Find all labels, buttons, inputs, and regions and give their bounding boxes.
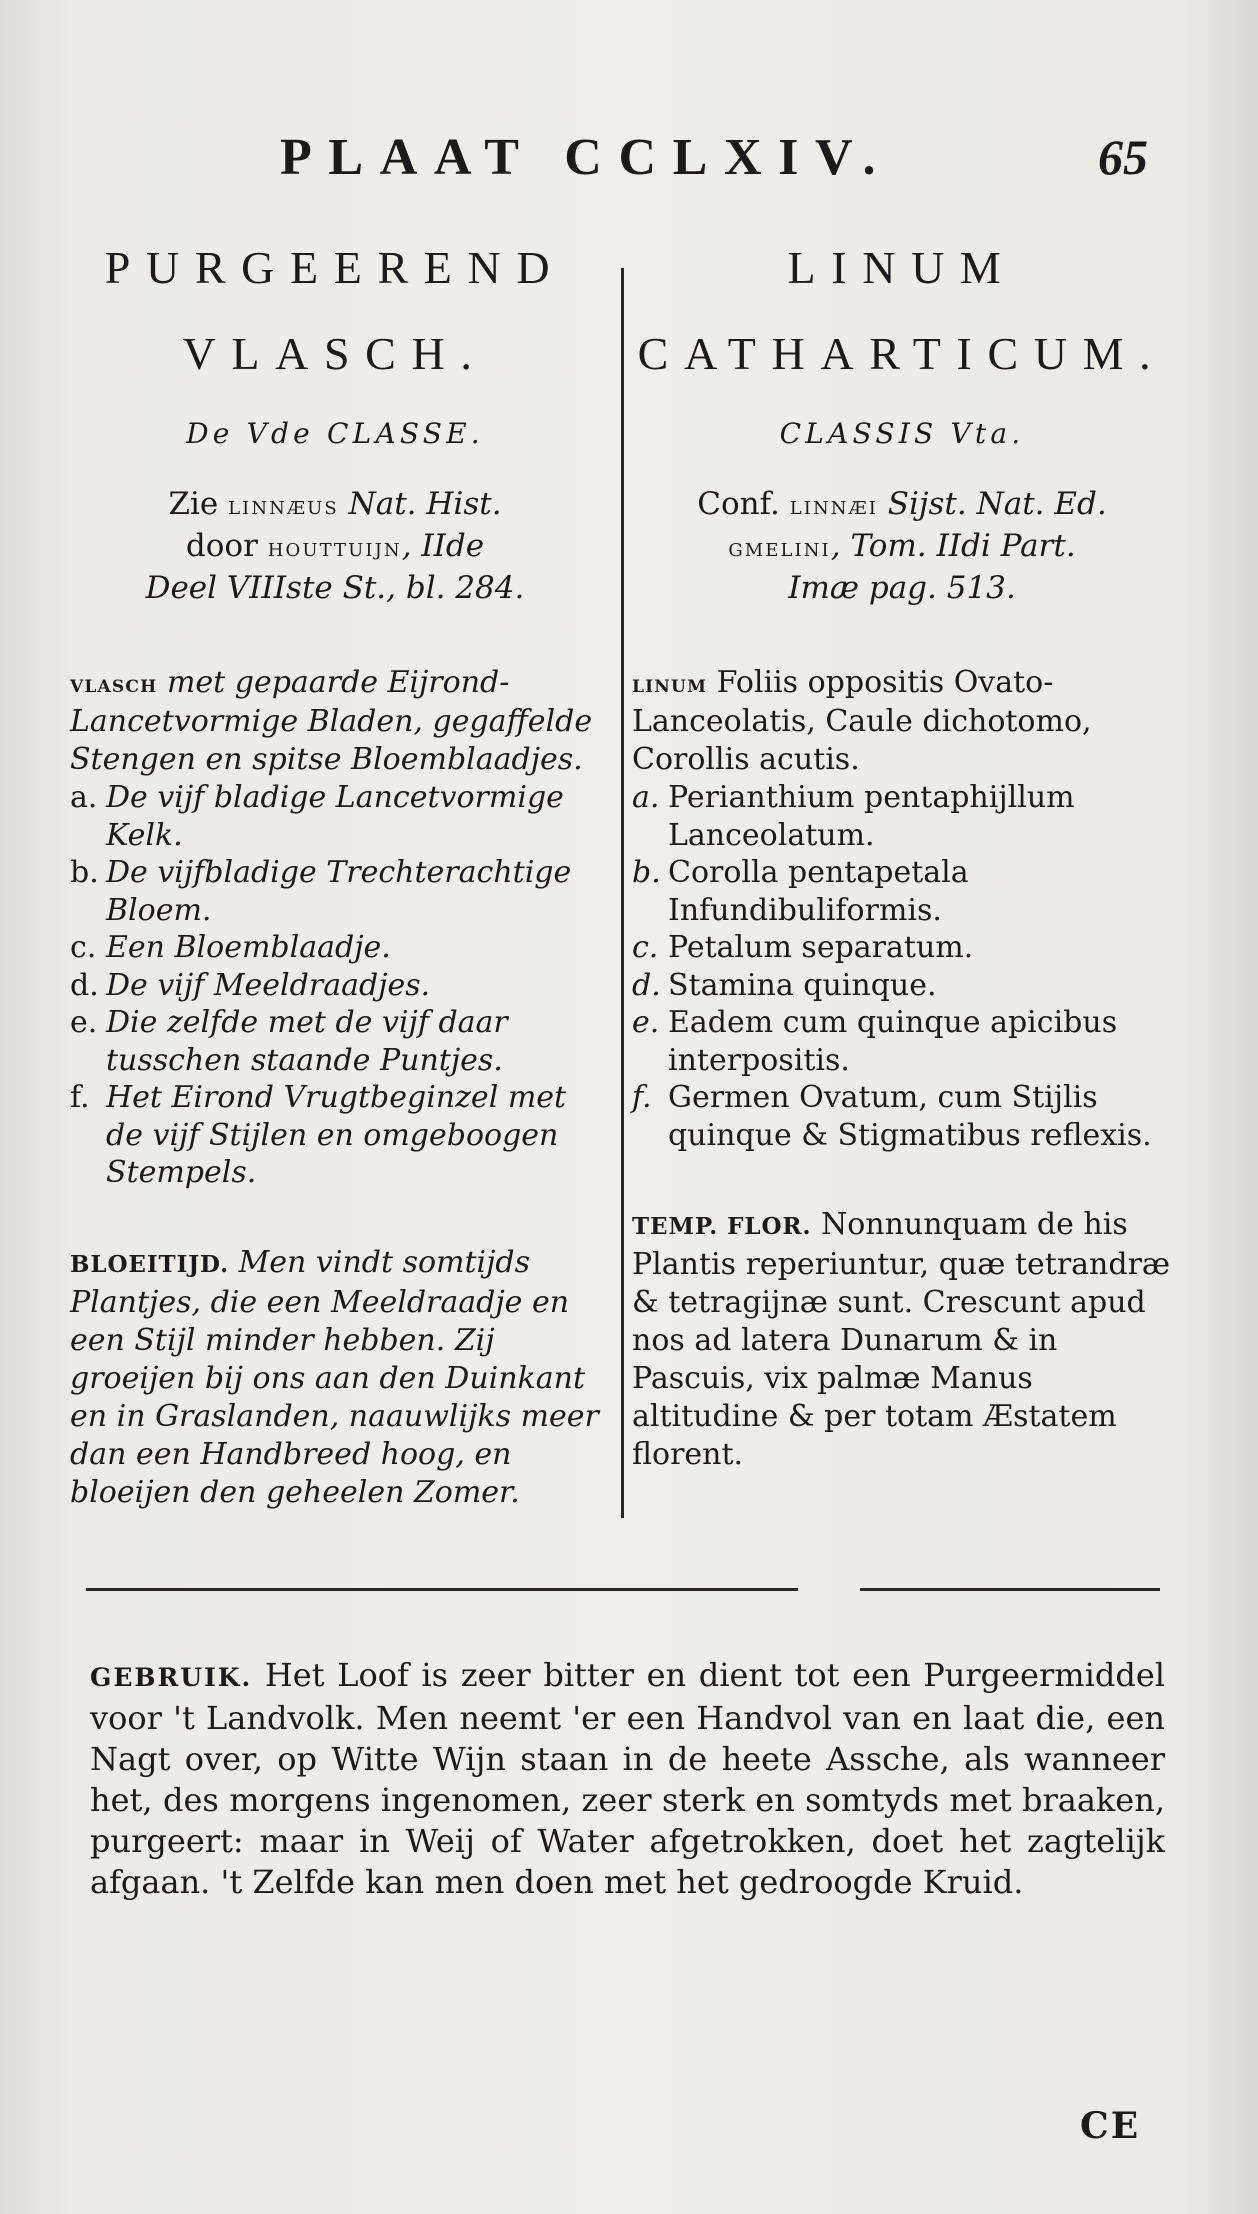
list-item: f. Het Eirond Vrugtbeginzel met de vijf Stijlen en omgeboogen Stempels.: [70, 1080, 567, 1190]
dutch-heading-1: PURGEEREND: [104, 242, 566, 293]
usage-paragraph: [90, 1655, 1165, 1903]
catchword: CE: [1080, 2105, 1141, 2147]
page-header: [280, 128, 1160, 188]
latin-class: CLASSIS Vta.: [779, 417, 1025, 450]
horizontal-rule-left: [86, 1588, 798, 1591]
dutch-heading-2: VLASCH.: [182, 328, 488, 379]
dutch-class: De Vde CLASSE.: [186, 417, 484, 450]
dutch-flowering-time: BLOEITIJD. Men vindt somtijds Plantjes, die een Meeldraadje en een Stijl minder hebben. Zij groeijen bij ons aan den Duinkant en in Graslanden, naauwlijks meer dan een Handbreed hoog, en bloeijen den geheelen Zomer.: [70, 1244, 599, 1510]
page-number: 65: [1098, 129, 1148, 185]
latin-description: linum Foliis oppositis Ovato-Lanceolatis, Caule dichotomo, Corollis acutis.: [632, 665, 1092, 777]
list-item: d. Stamina quinque.: [632, 967, 937, 1003]
dutch-reference: Zie linnæus Nat. Hist. door houttuijn, IIde Deel VIIIste St., bl. 284.: [145, 486, 525, 606]
latin-heading-2: CATHARTICUM.: [637, 328, 1167, 379]
latin-column: [632, 242, 1172, 1474]
latin-flowering-time: TEMP. FLOR. Nonnunquam de his Plantis reperiuntur, quæ tetrandræ & tetragijnæ sunt. Crescunt apud nos ad latera Dunarum & in Pascuis, vix palmæ Manus altitudine & per totam Æstatem florent.: [632, 1207, 1171, 1472]
dutch-figure-list: [70, 779, 600, 1192]
plate-title: PLAAT CCLXIV.: [280, 129, 893, 186]
list-item: c. Een Bloemblaadje.: [70, 930, 391, 965]
list-item: b. De vijfbladige Trechterachtige Bloem.: [70, 855, 572, 928]
list-item: c. Petalum separatum.: [632, 930, 974, 965]
list-item: b. Corolla pentapetala Infundibuliformis.: [632, 855, 969, 928]
list-item: e. Die zelfde met de vijf daar tusschen staande Puntjes.: [70, 1005, 508, 1078]
dutch-column: [70, 242, 600, 1512]
latin-reference: Conf. linnæi Sijst. Nat. Ed. gmelini, Tom. IIdi Part. Imæ pag. 513.: [697, 486, 1107, 606]
list-item: d. De vijf Meeldraadjes.: [70, 967, 431, 1003]
latin-heading-1: LINUM: [787, 242, 1017, 293]
list-item: a. Perianthium pentaphijllum Lanceolatum.: [632, 780, 1075, 853]
list-item: f. Germen Ovatum, cum Stijlis quinque & Stigmatibus reflexis.: [632, 1080, 1152, 1153]
list-item: e. Eadem cum quinque apicibus interpositis.: [632, 1005, 1118, 1078]
usage-text: Het Loof is zeer bitter en dient tot een Purgeermiddel voor 't Landvolk. Men neemt 'er een Handvol van en laat die, een Nagt over, op Witte Wijn staan in de heete Assche, als wanneer het, des morgens ingenomen, zeer sterk en somtyds met braaken, purgeert: maar in Weij of Water afgetrokken, doet het zagtelijk afgaan. 't Zelfde kan men doen met het gedroogde Kruid.: [90, 1656, 1166, 1901]
latin-figure-list: [632, 779, 1172, 1154]
column-divider: [621, 268, 624, 1518]
usage-lead: GEBRUIK.: [90, 1663, 253, 1692]
dutch-description: vlasch met gepaarde Eijrond-Lancetvormige Bladen, gegaffelde Stengen en spitse Bloemblaadjes.: [70, 665, 593, 777]
horizontal-rule-right: [860, 1588, 1160, 1591]
list-item: a. De vijf bladige Lancetvormige Kelk.: [70, 780, 564, 853]
